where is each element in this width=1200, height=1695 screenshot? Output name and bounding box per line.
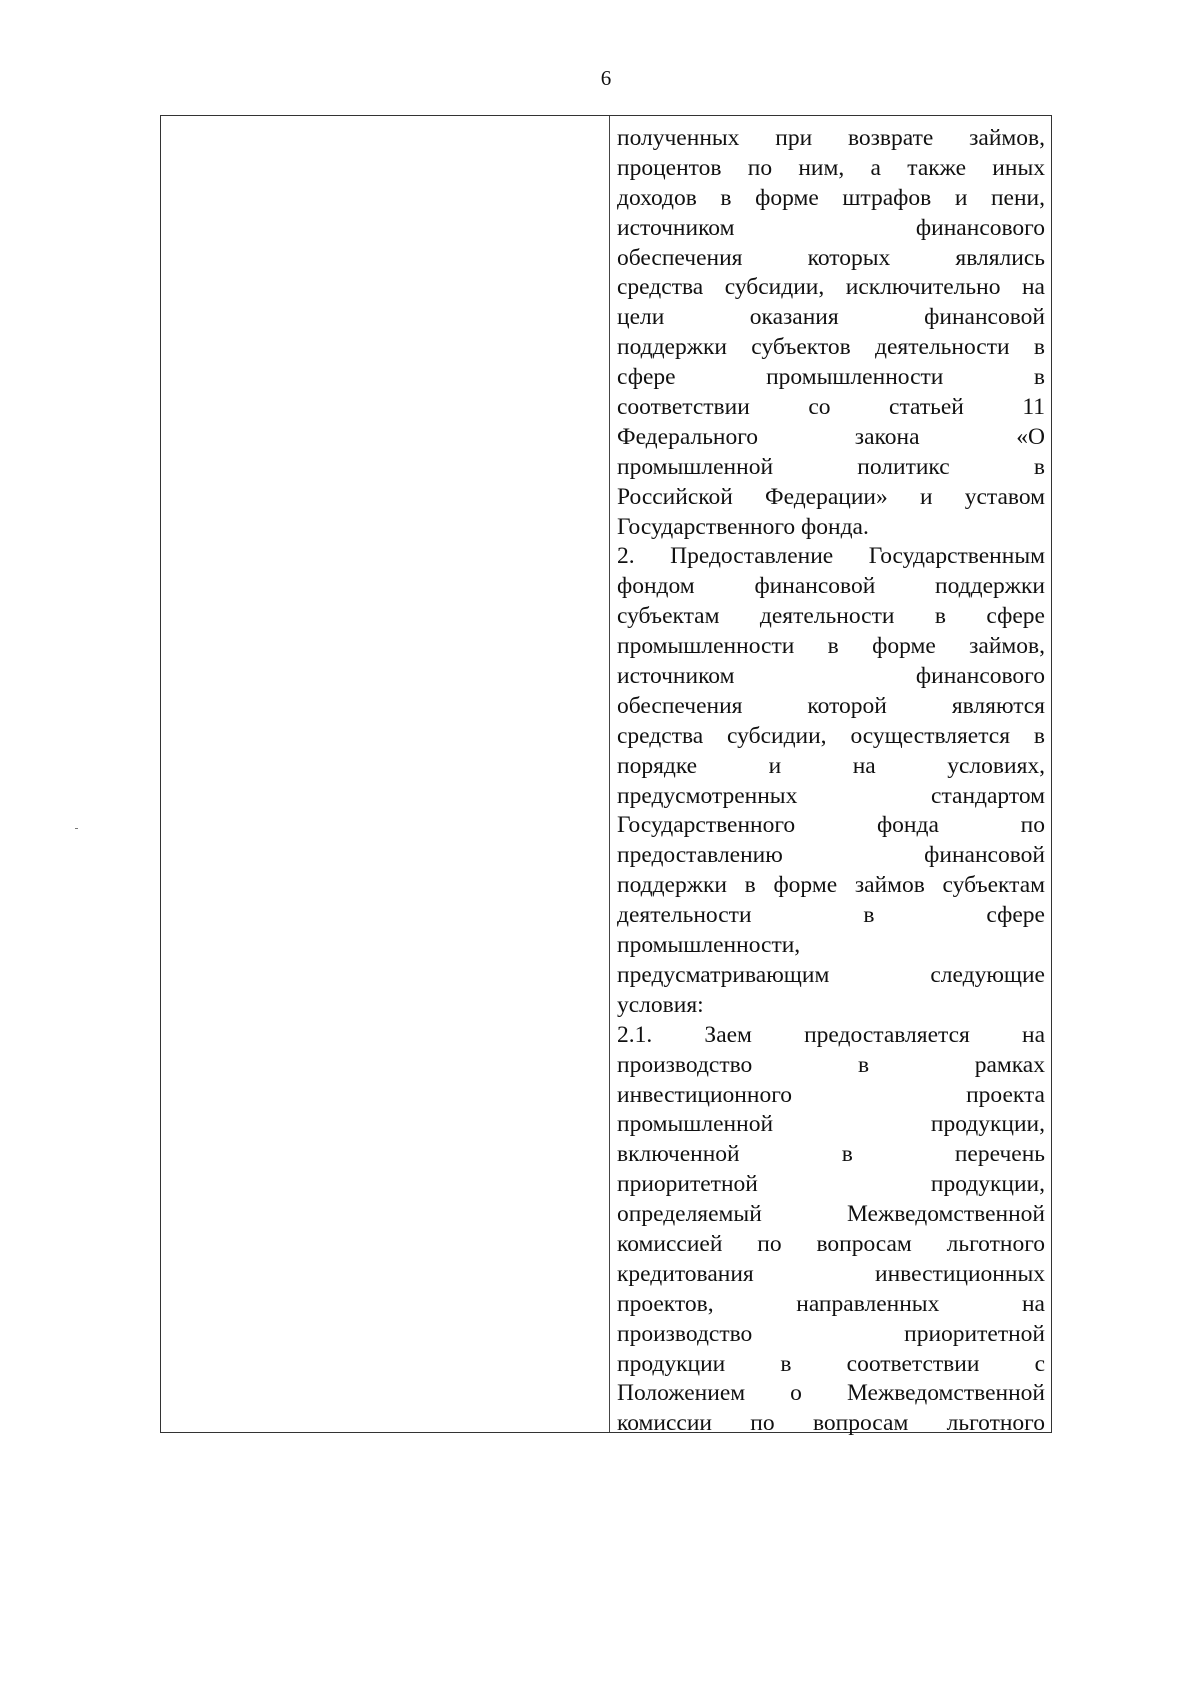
text-line: определяемый Межведомственной xyxy=(617,1201,1045,1228)
text-line: промышленной продукции, xyxy=(617,1111,1045,1138)
text-line: соответствии со статьей 11 xyxy=(617,394,1045,421)
text-line: полученных при возврате займов, xyxy=(617,125,1045,151)
text-line: порядке и на условиях, xyxy=(617,752,1045,779)
text-line: источником финансового xyxy=(617,663,1045,690)
text-line: 2.1. Заем предоставляется на xyxy=(617,1021,1045,1048)
text-line: продукции в соответствии с xyxy=(617,1350,1045,1377)
text-line: фондом финансовой поддержки xyxy=(617,573,1045,600)
text-line: обеспечения которой являются xyxy=(617,692,1045,719)
text-line: Российской Федерации» и уставом xyxy=(617,483,1045,510)
text-line: условия: xyxy=(617,991,704,1018)
text-line: Федерального закона «О xyxy=(617,423,1045,450)
text-line: цели оказания финансовой xyxy=(617,304,1045,331)
page-number: 6 xyxy=(600,66,612,90)
text-line: включенной в перечень xyxy=(617,1141,1045,1168)
text-line: комиссией по вопросам льготного xyxy=(617,1230,1045,1257)
text-line: комиссии по вопросам льготного xyxy=(617,1410,1045,1437)
text-line: средства субсидии, исключительно на xyxy=(617,274,1045,301)
text-line: деятельности в сфере xyxy=(617,902,1045,929)
right-cell-text xyxy=(617,124,1045,1439)
text-line: 2. Предоставление Государственным xyxy=(617,543,1045,570)
paragraph xyxy=(617,124,1045,542)
text-line: промышленности в форме займов, xyxy=(617,633,1045,660)
text-line: производство приоритетной xyxy=(617,1320,1045,1347)
text-line: промышленной политикс в xyxy=(617,453,1045,480)
text-line: источником финансового xyxy=(617,214,1045,241)
text-line: приоритетной продукции, xyxy=(617,1171,1045,1198)
text-line: кредитования инвестиционных xyxy=(617,1260,1045,1287)
text-line: предусматривающим следующие xyxy=(617,961,1045,988)
text-line: Государственного фонда. xyxy=(617,513,869,540)
text-line: доходов в форме штрафов и пени, xyxy=(617,184,1045,211)
paragraph xyxy=(617,1021,1045,1439)
text-line: обеспечения которых являлись xyxy=(617,244,1045,271)
text-line: инвестиционного проекта xyxy=(617,1081,1045,1108)
text-line: промышленности, xyxy=(617,932,801,959)
document-table xyxy=(160,115,1052,1437)
text-line: предусмотренных стандартом xyxy=(617,782,1045,809)
text-line: Положением о Межведомственной xyxy=(617,1380,1045,1407)
text-line: субъектам деятельности в сфере xyxy=(617,603,1045,630)
paragraph xyxy=(617,961,1045,1021)
text-line: проектов, направленных на xyxy=(617,1290,1045,1317)
paragraph xyxy=(617,542,1045,960)
text-line: Государственного фонда по xyxy=(617,812,1045,839)
text-line: процентов по ним, а также иных xyxy=(617,154,1045,181)
text-line: сфере промышленности в xyxy=(617,364,1045,391)
text-line: поддержки субъектов деятельности в xyxy=(617,334,1045,361)
scan-speck xyxy=(75,828,78,829)
column-divider xyxy=(609,116,610,1432)
text-line: поддержки в форме займов субъектам xyxy=(617,872,1045,899)
text-line: производство в рамках xyxy=(617,1051,1045,1078)
text-line: предоставлению финансовой xyxy=(617,842,1045,869)
text-line: средства субсидии, осуществляется в xyxy=(617,722,1045,749)
